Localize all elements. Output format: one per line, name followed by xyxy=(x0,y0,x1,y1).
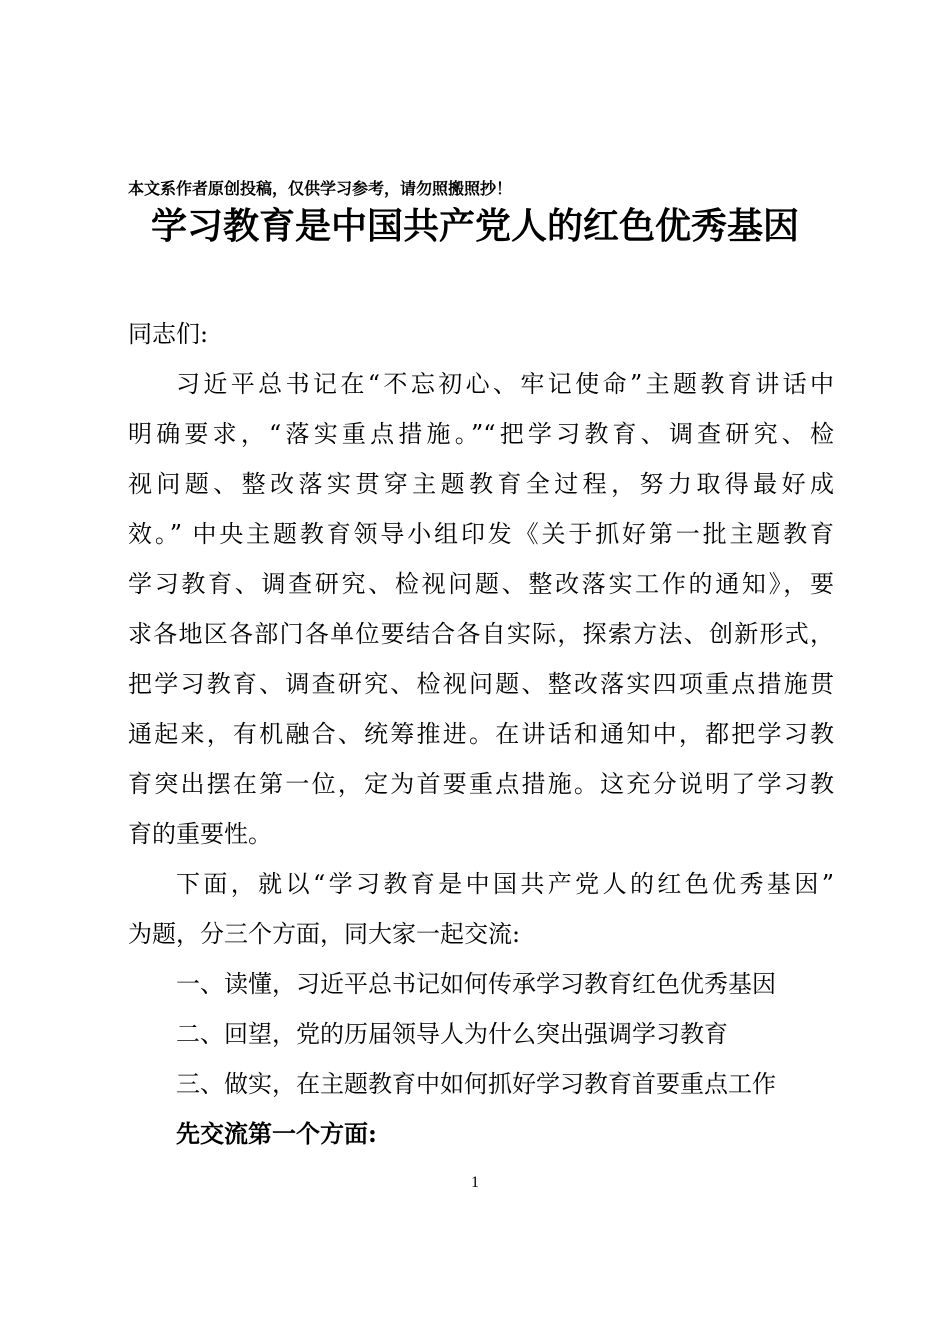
paragraph-1-line: 习近平总书记在“不忘初心、牢记使命”主题教育讲话中 xyxy=(176,370,834,398)
paragraph-1-line: 明确要求，“落实重点措施。”“把学习教育、调查研究、检 xyxy=(128,420,834,448)
paragraph-1-line: 育突出摆在第一位，定为首要重点措施。这充分说明了学习教 xyxy=(128,770,834,798)
paragraph-2-line: 为题，分三个方面，同大家一起交流: xyxy=(128,920,521,948)
paragraph-1-line: 学习教育、调查研究、检视问题、整改落实工作的通知》，要 xyxy=(128,570,834,598)
paragraph-1-line: 育的重要性。 xyxy=(128,820,272,848)
document-title: 学习教育是中国共产党人的红色优秀基因 xyxy=(150,205,799,247)
paragraph-1-line: 视问题、整改落实贯穿主题教育全过程，努力取得最好成 xyxy=(128,470,834,498)
paragraph-1-line: 把学习教育、调查研究、检视问题、整改落实四项重点措施贯 xyxy=(128,670,834,698)
paragraph-1-line: 通起来，有机融合、统筹推进。在讲话和通知中，都把学习教 xyxy=(128,720,834,748)
outline-item-2: 二、回望，党的历届领导人为什么突出强调学习教育 xyxy=(176,1020,728,1048)
paragraph-2-line: 下面，就以“学习教育是中国共产党人的红色优秀基因” xyxy=(176,870,834,898)
paragraph-1-line: 求各地区各部门各单位要结合各自实际，探索方法、创新形式， xyxy=(128,620,834,648)
salutation: 同志们: xyxy=(128,320,209,348)
outline-item-1: 一、读懂，习近平总书记如何传承学习教育红色优秀基因 xyxy=(176,970,776,998)
transition-heading: 先交流第一个方面: xyxy=(176,1119,377,1148)
paragraph-1-line: 效。” 中央主题教育领导小组印发《关于抓好第一批主题教育 xyxy=(128,520,834,548)
page-number: 1 xyxy=(471,1174,479,1191)
copyright-notice: 本文系作者原创投稿，仅供学习参考，请勿照搬照抄！ xyxy=(128,179,513,198)
document-body xyxy=(128,309,834,1159)
outline-item-3: 三、做实，在主题教育中如何抓好学习教育首要重点工作 xyxy=(176,1070,776,1098)
